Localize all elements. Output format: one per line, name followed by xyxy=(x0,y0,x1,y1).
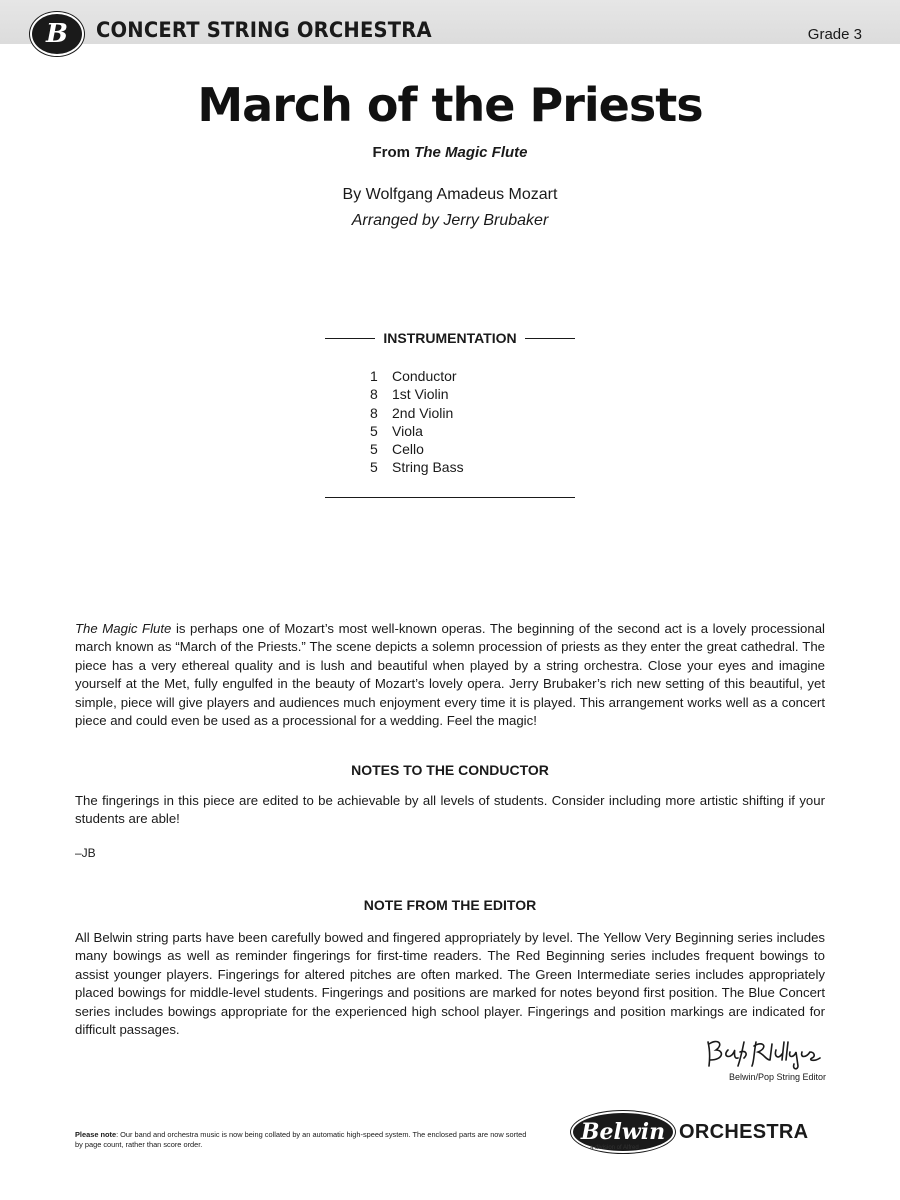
belwin-badge-icon: Belwin xyxy=(573,1113,673,1151)
piece-subtitle xyxy=(0,144,900,161)
heading-rule-left xyxy=(325,338,375,339)
part-quantity: 5 xyxy=(370,422,378,439)
conductor-notes-text: The fingerings in this piece are edited to be achievable by all levels of students. Consider including more artistic shifting if your students are able! xyxy=(75,793,825,827)
part-name: Conductor xyxy=(392,368,457,384)
heading-rule-right xyxy=(525,338,575,339)
part-quantity: 1 xyxy=(370,368,378,384)
brand-tagline: a division of Alfred xyxy=(590,1145,639,1151)
part-quantity: 5 xyxy=(370,459,378,476)
part-quantity: 5 xyxy=(370,441,378,458)
instrumentation-item xyxy=(370,422,464,440)
part-name: String Bass xyxy=(392,459,464,476)
collation-footnote xyxy=(75,1130,535,1150)
grade-label: Grade 3 xyxy=(807,26,862,43)
instrumentation-list xyxy=(370,367,464,477)
instrumentation-heading-label: INSTRUMENTATION xyxy=(383,330,517,346)
subtitle-prefix: From xyxy=(372,144,415,161)
footnote-label: Please note xyxy=(75,1130,117,1139)
series-title: CONCERT STRING ORCHESTRA xyxy=(96,18,432,42)
instrumentation-item xyxy=(370,385,464,403)
footnote-text: : Our band and orchestra music is now being collated by an automatic high-speed system. The enclosed parts are now sorted by page count, rather than score order. xyxy=(75,1130,527,1149)
editor-note-heading: NOTE FROM THE EDITOR xyxy=(363,897,537,913)
instrumentation-item xyxy=(370,367,464,385)
editor-note-text: All Belwin string parts have been carefully bowed and fingered appropriately by level. The Yellow Very Beginning series includes many bowings as well as reminder fingerings for first-time readers. The Red Beginning series includes frequent bowings to assist younger players. Fingerings for altered pitches are often marked. The Green Intermediate series includes appropriately placed bowings for middle-level students. Fingerings and positions are marked for notes beyond first position. The Blue Concert series includes bowings appropriate for the experienced high school player. Fingerings and position markings are indicated for difficult passages. xyxy=(75,930,825,1038)
program-note xyxy=(75,620,825,730)
part-name: Viola xyxy=(392,422,423,439)
arranger-credit: Arranged by Jerry Brubaker xyxy=(351,212,549,229)
instrumentation-item xyxy=(370,404,464,422)
part-name: Cello xyxy=(392,441,424,458)
series-header-bar xyxy=(0,0,900,49)
program-note-italic-lead: The Magic Flute xyxy=(75,621,172,636)
signature-caption: Belwin/Pop String Editor xyxy=(728,1072,826,1082)
subtitle-work: The Magic Flute xyxy=(414,144,528,161)
conductor-notes-heading: NOTES TO THE CONDUCTOR xyxy=(351,762,549,778)
arranger-initials: –JB xyxy=(75,846,96,860)
program-note-text: is perhaps one of Mozart’s most well-known operas. The beginning of the second act is a lovely processional march known as “March of the Priests.” The scene depicts a solemn procession of priests as they enter the great cathedral. The piece has a very ethereal quality and is lush and beautiful when played by a string orchestra. Close your eyes and imagine yourself at the Met, fully engulfed in the beauty of Mozart’s lovely opera. Jerry Brubaker’s rich new setting of this beautiful, yet simple, piece will give players and audiences much enjoyment every time it is played. This arrangement works well as a concert piece and could even be used as a processional for a wedding. Feel the magic! xyxy=(75,621,825,729)
composer-credit: By Wolfgang Amadeus Mozart xyxy=(342,186,558,203)
belwin-logo-icon: B xyxy=(32,14,82,54)
editor-signature-icon xyxy=(702,1036,826,1070)
part-name: 1st Violin xyxy=(392,386,449,403)
instrumentation-bottom-rule xyxy=(325,497,575,498)
instrumentation-item xyxy=(370,458,464,476)
instrumentation-heading xyxy=(325,330,575,346)
instrumentation-item xyxy=(370,440,464,458)
part-name: 2nd Violin xyxy=(392,404,454,421)
brand-wordmark: ORCHESTRA xyxy=(679,1120,809,1143)
piece-title: March of the Priests xyxy=(197,78,703,132)
part-quantity: 8 xyxy=(370,386,378,403)
part-quantity: 8 xyxy=(370,404,378,421)
